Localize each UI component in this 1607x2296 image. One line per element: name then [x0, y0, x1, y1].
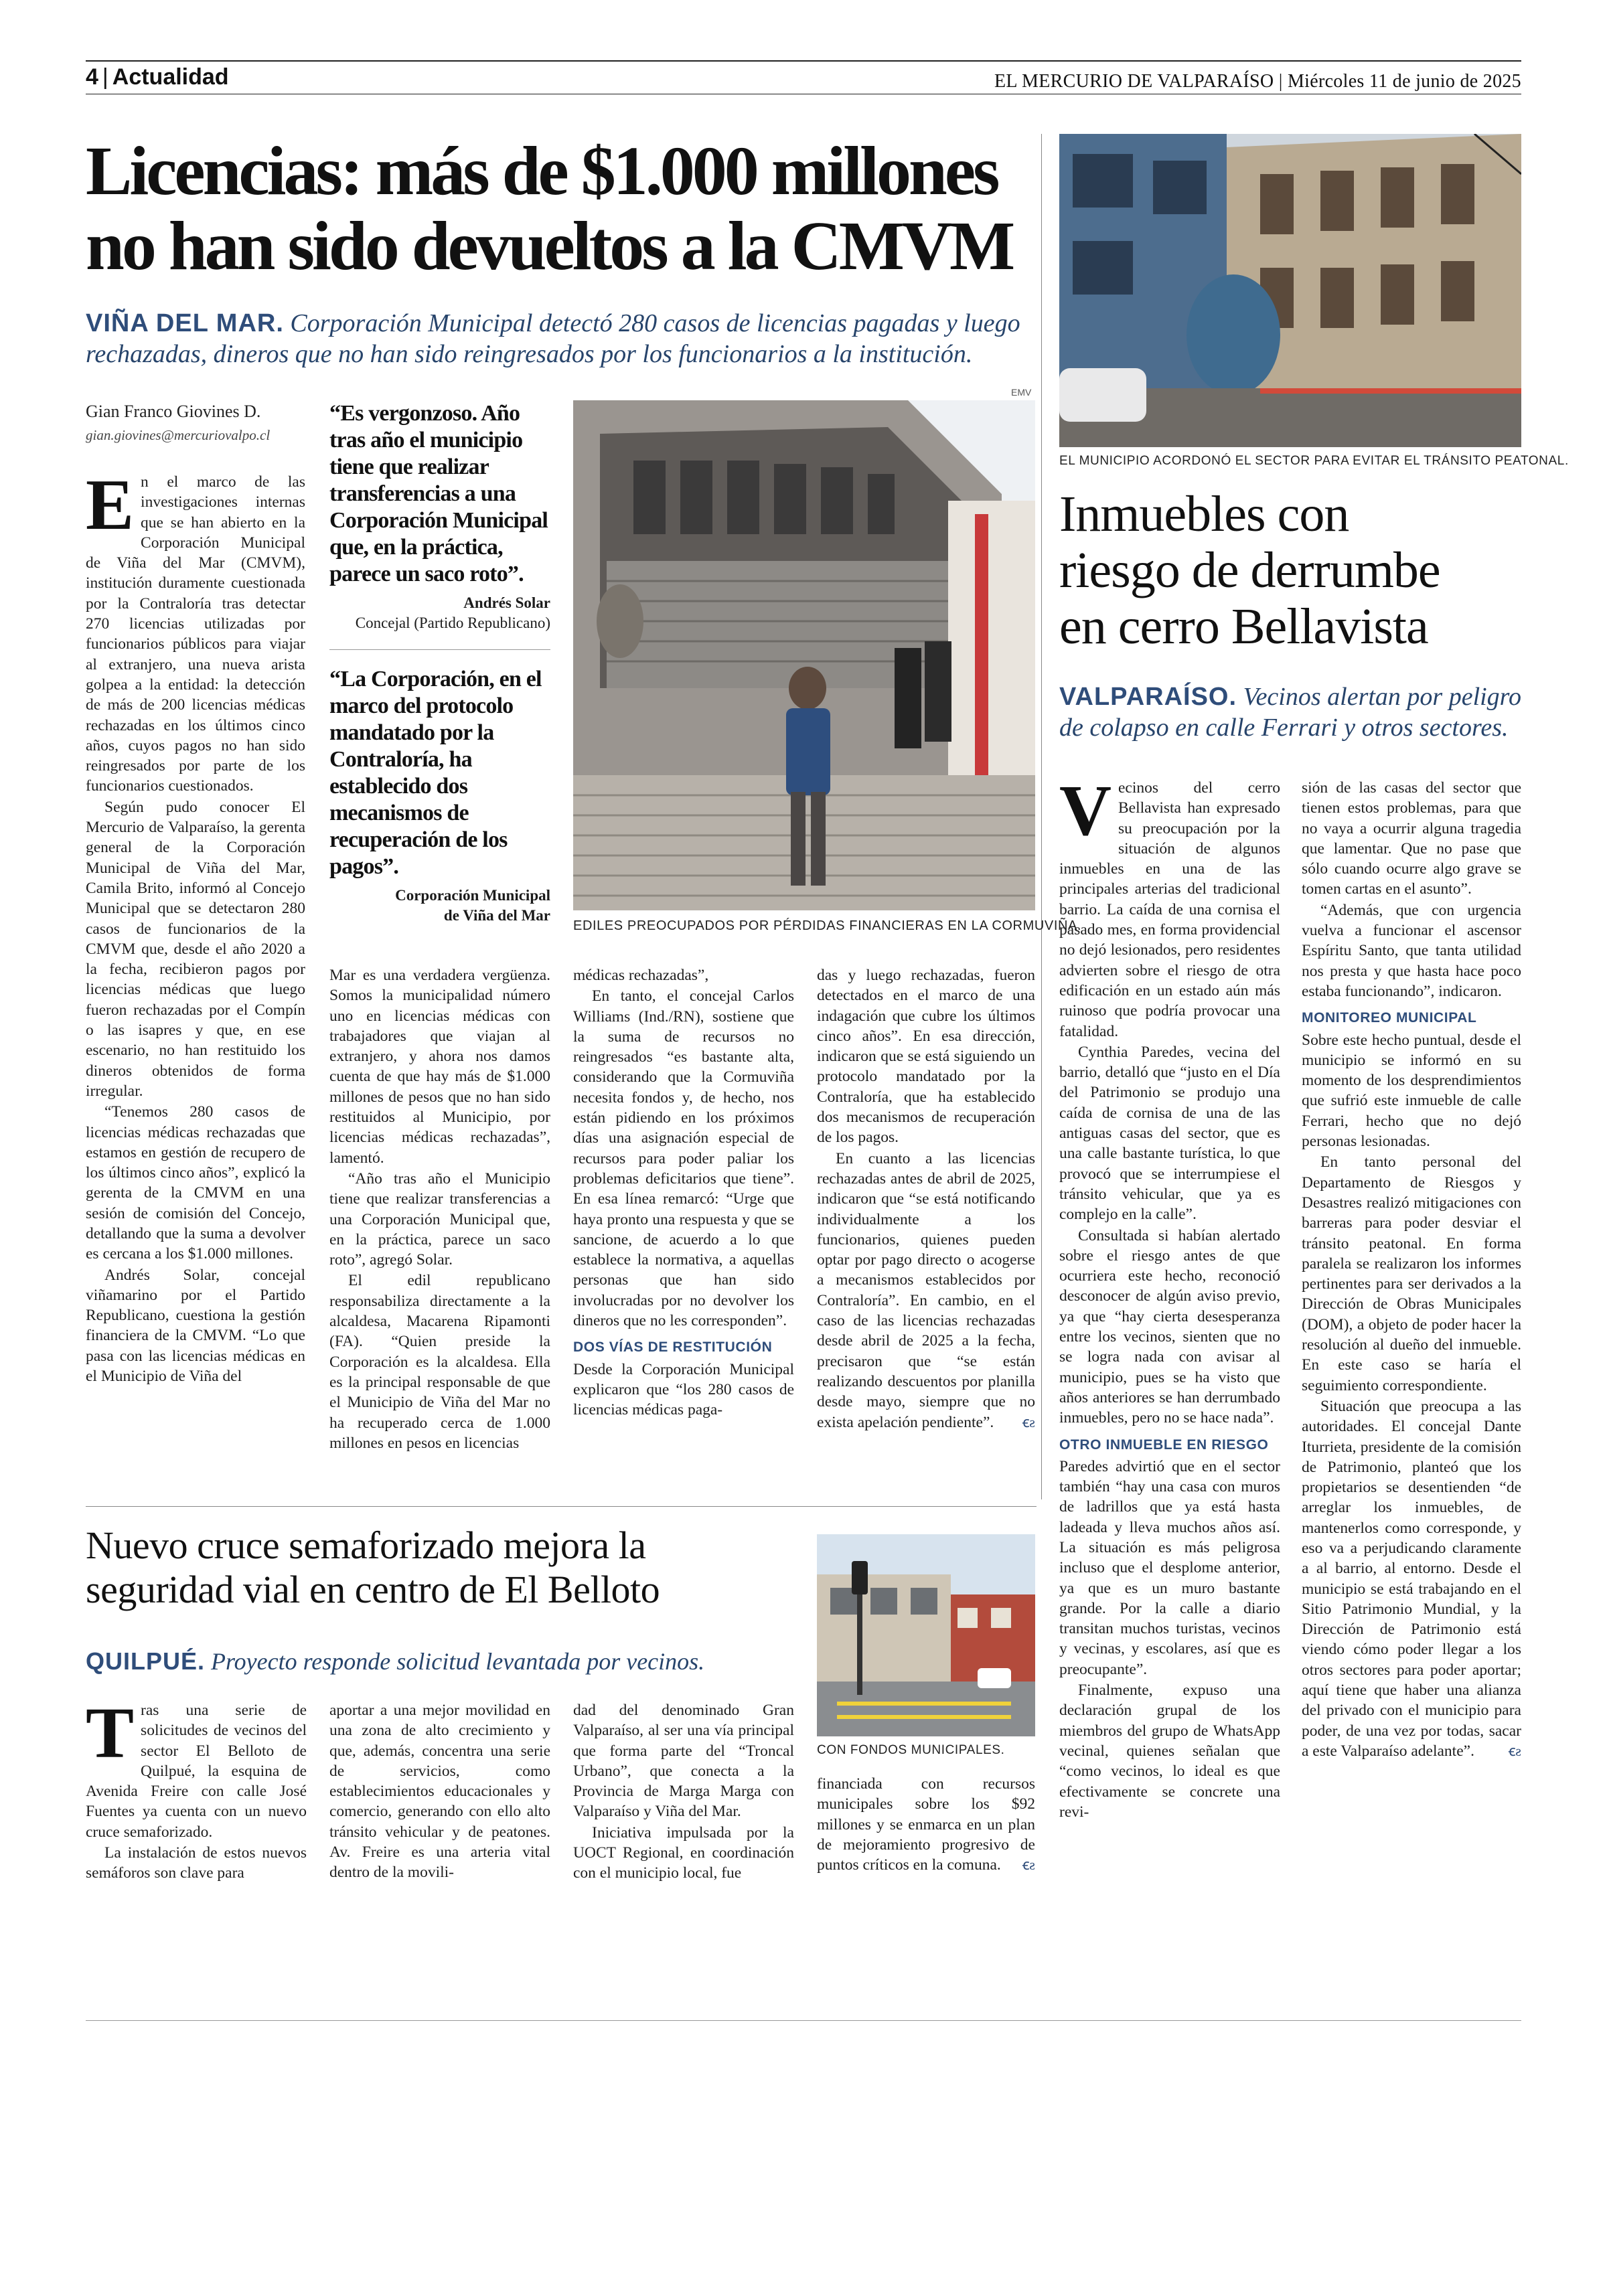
municipal-building-photo: [573, 400, 1035, 910]
main-dek: [86, 308, 1050, 370]
pull-quote-1: [329, 400, 550, 633]
pull-quote-divider: [329, 649, 550, 650]
bottom-drop-cap: T: [86, 1694, 135, 1773]
right-dek-text: Vecinos alertan por peligro de colapso en calle Ferrari y otros sectores.: [1059, 683, 1522, 742]
main-dek-text: Corporación Municipal detectó 280 casos de licencias pagadas y luego rechazadas, dineros que no han sido reingresados por los funcionarios a la institución.: [86, 309, 1020, 368]
right-end-mark-icon: ꞓƨ: [1508, 1742, 1521, 1759]
bottom-story-top-rule: [86, 1506, 1037, 1507]
bottom-dek-location: QUILPUÉ.: [86, 1647, 206, 1675]
main-headline: Licencias: más de $1.000 millones no han sido devueltos a la CMVM: [86, 133, 1013, 284]
main-column-2: Mar es una verdadera vergüenza. Somos la municipalidad número uno en licencias médicas con trabajadores que viajan al extranjero, y ahora nos damos cuenta de que hay más de $1.000 millones de pesos que no han sido restituidos al Municipio, por licencias médicas rechazadas”, lamentó. “Año tras año el Municipio tiene que realizar transferencias a una Corporación Municipal que, en la práctica, parece un saco roto”, agregó Solar. El edil republicano responsabiliza directamente a la alcaldesa, Macarena Ripamonti (FA). “Quien preside la Corporación es la alcaldesa. Ella es la principal responsable de que el Municipio de Viña del Mar no ha recuperado cerca de 1.000 millones en pesos en licencias: [329, 967, 550, 1452]
bottom-column-1: Tras una serie de solicitudes de vecinos del sector El Belloto de Quilpué, la esquina de Avenida Freire con calle José Fuentes ya cuenta con un nuevo cruce semaforizado. La instalación de estos nuevos semáforos son clave para: [86, 1694, 307, 1882]
right-column-2: sión de las casas del sector que tienen estos problemas, para que no vaya a ocurrir alguna tragedia que lamentar. Que no pase que sólo cuando ocurre algo grave se tomen cartas en el asunto”. “Además, que con urgencia vuelva a funcionar el ascensor Espíritu Santo, que tanta utilidad nos presta y que hasta hace poco estaba funcionando”, indicaron. MONITOREO MUNICIPAL Sobre este hecho puntual, desde el municipio se informó en su momento de los desprendimientos que sufrió este inmueble de calle Ferrari, hecho que no dejó personas lesionadas. En tanto personal del Departamento de Riesgos y Desastres realizó mitigaciones con barreras para poder desviar el tránsito peatonal. En forma paralela se realizaron los informes pertinentes para ser derivados a la Dirección de Obras Municipales (DOM), a objeto de poder hacer la resolución al dueño del inmueble. En este caso se haría el seguimiento correspondiente. Situación que preocupa a las autoridades. El concejal Dante Iturrieta, presidente de la comisión de Patrimonio, planteó que los propietarios se desentienden “de arreglar los inmuebles, de mantenerlos como corresponde, y eso va a perjudicando claramente a al barrio, al entorno. Desde el municipio se está trabajando en el Sitio Patrimonio Mundial, y la Dirección de Patrimonio está viendo cómo poder llegar a los otros sectores para poder aportar; aquí tiene que haber una alianza del privado con el municipio para poder, de una vez por todas, sacar a este Valparaíso adelante”. ꞓƨ: [1302, 778, 1521, 1762]
bottom-end-mark-icon: ꞓƨ: [1022, 1856, 1035, 1874]
right-subhead-2: MONITOREO MUNICIPAL: [1302, 1010, 1477, 1026]
traffic-crossing-photo: [817, 1534, 1035, 1736]
bottom-dek: [86, 1647, 795, 1676]
byline: [86, 402, 307, 444]
page-header-left: 4 | Actualidad: [86, 64, 229, 90]
pull-quote-2-author-line1: Corporación Municipal: [395, 887, 550, 904]
right-photo: [1059, 134, 1521, 447]
byline-email: gian.giovines@mercuriovalpo.cl: [86, 427, 271, 443]
main-photo-credit: EMV: [1011, 387, 1032, 398]
main-column-4: das y luego rechazadas, fueron detectados en el marco de una indagación que cubre los últimos cinco años”. En esa dirección, indicaron que se está siguiendo un protocolo mandatado por la Contraloría, que ha establecido dos mecanismos de recuperación de los pagos. En cuanto a las licencias rechazadas antes de abril de 2025, indicaron que “se está notificando individualmente a los funcionarios, quienes pueden optar por pago directo o acogerse a mecanismos establecidos por Contraloría”. En cambio, en el caso de las licencias rechazadas desde abril de 2025 a la fecha, precisaron que “se están realizando descuentos por planilla desde mayo, siempre que no exista apelación pendiente”. ꞓƨ: [817, 965, 1035, 1433]
end-mark-icon: ꞓƨ: [1022, 1413, 1035, 1430]
main-photo-caption: EDILES PREOCUPADOS POR PÉRDIDAS FINANCIERAS EN LA CORMUVIÑA.: [573, 918, 1082, 933]
main-dek-location: VIÑA DEL MAR.: [86, 309, 284, 337]
right-dek-location: VALPARAÍSO.: [1059, 683, 1237, 711]
right-drop-cap: V: [1059, 771, 1112, 851]
pull-quote-2-text: “La Corporación, en el marco del protocolo mandatado por la Contraloría, ha establecido dos mecanismos de recuperación de los pagos”.: [329, 667, 542, 879]
issue-date: Miércoles 11 de junio de 2025: [1287, 71, 1521, 92]
bottom-headline: Nuevo cruce semaforizado mejora la seguridad vial en centro de El Belloto: [86, 1524, 660, 1611]
bottom-column-4: financiada con recursos municipales sobre los $92 millones y se enmarca en un plan de mejoramiento progresivo de puntos críticos en la comuna. ꞓƨ: [817, 1774, 1035, 1876]
page-number: 4: [86, 64, 98, 90]
right-headline: Inmuebles con riesgo de derrumbe en cerro Bellavista: [1059, 486, 1440, 655]
main-photo: [573, 400, 1035, 910]
main-column-3: médicas rechazadas”, En tanto, el concejal Carlos Williams (Ind./RN), sostiene que la suma de recursos no reingresados “es bastante alta, considerando que la Cormuviña necesita fondos y, de hecho, nos están pidiendo en los próximos días una asignación especial de recursos para poder paliar los problemas deficitarios que tiene”. En esa línea remarcó: “Urge que haya pronto una respuesta y que se sancione, de acuerdo a lo que establece la normativa, a aquellas personas que han sido involucradas por no devolver los dineros que no les corresponden”. DOS VÍAS DE RESTITUCIÓN Desde la Corporación Municipal explicaron que “los 280 casos de licencias médicas paga-: [573, 967, 794, 1419]
bottom-dek-text: Proyecto responde solicitud levantada por vecinos.: [211, 1648, 705, 1675]
bottom-column-2: aportar a una mejor movilidad en una zona de alto crecimiento y que, además, concentra una serie de servicios, como establecimientos educacionales y comercio, generando con ello alto tránsito vehicular y de peatones. Av. Freire es una arteria vital dentro de la movili-: [329, 1702, 550, 1882]
drop-cap: E: [86, 465, 135, 545]
pull-quote-1-author: Andrés Solar: [463, 594, 550, 611]
pull-quote-2: [329, 666, 550, 926]
page-header-right: EL MERCURIO DE VALPARAÍSO | Miércoles 11 de junio de 2025: [994, 71, 1521, 92]
publication-name: EL MERCURIO DE VALPARAÍSO: [994, 71, 1274, 92]
bellavista-street-photo: [1059, 134, 1521, 447]
bottom-photo: [817, 1534, 1035, 1736]
top-rule: [86, 60, 1521, 62]
main-column-1: En el marco de las investigaciones internas que se han abierto en la Corporación Municipal de Viña del Mar (CMVM), institución duramente cuestionada por la Contraloría tras detectar 270 licencias utilizadas por funcionarios públicos para viajar al extranjero, una nueva arista golpea a la entidad: la detección de más de 200 licencias médicas rechazadas en los últimos cinco años, cuyos pagos no han sido reingresados por parte de los funcionarios cuestionados. Según pudo conocer El Mercurio de Valparaíso, la gerenta general de la Corporación Municipal de Viña del Mar, Camila Brito, informó al Concejo Municipal que se detectaron 280 casos de funcionarios de la CMVM que, desde el año 2020 a la fecha, recibieron pagos por licencias médicas que luego fueron rechazadas por el Compín o las isapres y que, en ese escenario, no han restituido los dineros obtenidos de forma irregular. “Tenemos 280 casos de licencias médicas rechazadas que estamos en gestión de recupero de los últimos cinco años”, explicó la gerenta de la CMVM en una sesión de comisión del Concejo, detallando que la suma a devolver es cercana a los $1.000 millones. Andrés Solar, concejal viñamarino por el Partido Republicano, cuestiona la gestión financiera de la CMVM. “Lo que pasa con las licencias médicas en el Municipio de Viña del: [86, 465, 305, 1386]
right-photo-caption: EL MUNICIPIO ACORDONÓ EL SECTOR PARA EVITAR EL TRÁNSITO PEATONAL.: [1059, 454, 1569, 468]
main-subhead: DOS VÍAS DE RESTITUCIÓN: [573, 1339, 773, 1356]
pull-quote-1-text: “Es vergonzoso. Año tras año el municipio tiene que realizar transferencias a una Corporación Municipal que, en la práctica, parece un saco roto”.: [329, 401, 548, 586]
right-dek: [1059, 681, 1528, 743]
byline-name: Gian Franco Giovines D.: [86, 402, 261, 421]
pull-quote-2-author-line2: de Viña del Mar: [443, 907, 550, 924]
right-subhead-1: OTRO INMUEBLE EN RIESGO: [1059, 1437, 1269, 1453]
column-separator-vertical: [1041, 134, 1042, 1499]
bottom-column-3: dad del denominado Gran Valparaíso, al ser una vía principal que forma parte del “Troncal Urbano”, que conecta a la Provincia de Marga Marga con Valparaíso y Viña del Mar. Iniciativa impulsada por la UOCT Regional, en coordinación con el municipio local, fue: [573, 1702, 794, 1882]
page-bottom-rule: [86, 2020, 1521, 2021]
section-name: Actualidad: [112, 64, 229, 90]
bottom-photo-caption: CON FONDOS MUNICIPALES.: [817, 1743, 1005, 1757]
right-column-1: Vecinos del cerro Bellavista han expresado su preocupación por la situación de algunos inmuebles en una de las principales arterias del tradicional barrio. La caída de una cornisa el pasado mes, en forma providencial no dejó lesionados, pero residentes advierten sobre el riesgo de otra edificación en un estado aún más ruinoso que podría provocar una fatalidad. Cynthia Paredes, vecina del barrio, detalló que “justo en el Día del Patrimonio se produjo una caída de cornisa de una de las antiguas casas del sector, que es una calle bastante turística, lo que provocó que se interrumpiese el tránsito vehicular, que ya es complejo en la calle”. Consultada si habían alertado sobre el riesgo antes de que ocurriera este hecho, reconoció desconocer de algún aviso previo, ya que “hay cierta desesperanza entre los vecinos, sienten que no se logra nada con avisar al municipio, pues se ha visto que años anteriores se han derrumbado inmuebles, pero no se hace nada”. OTRO INMUEBLE EN RIESGO Paredes advirtió que en el sector también “hay una casa con muros de ladrillos que ya está hasta ladeada y lleva muchos años así. La situación es más peligrosa incluso que el desplome anterior, ya que es un muro bastante grande. Por la calle a diario transitan muchos turistas, vecinos y vecinas, y escolares, así que es preocupante”. Finalmente, expuso una declaración grupal de los miembros del grupo de WhatsApp vecinal, quienes señalan que “como vecinos, lo ideal es que efectivamente se concrete una revi-: [1059, 771, 1280, 1821]
pull-quote-1-role: Concejal (Partido Republicano): [355, 614, 550, 631]
